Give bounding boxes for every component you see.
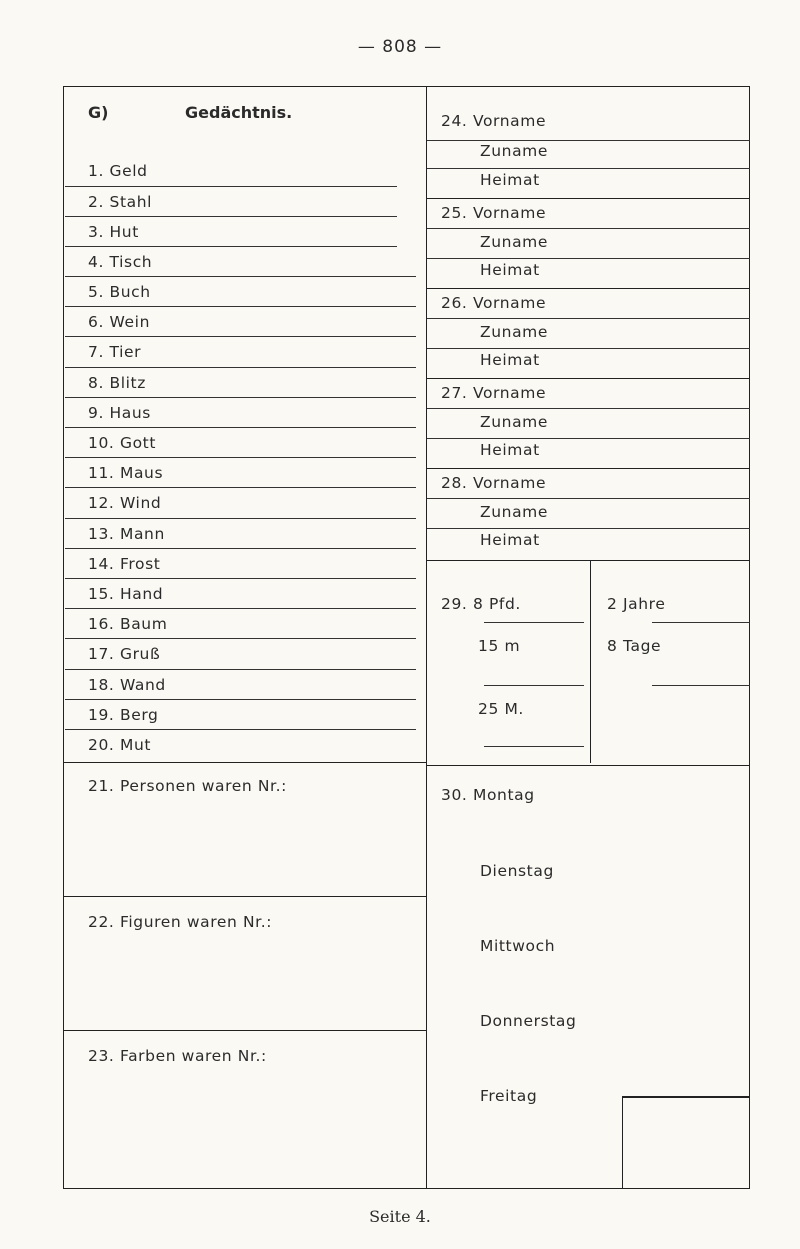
word-item: 17. Gruß [88,645,161,663]
word-item: 20. Mut [88,736,152,754]
answer-line[interactable] [427,258,750,259]
answer-line[interactable] [427,228,750,229]
home-label: Heimat [480,261,540,279]
word-item: 9. Haus [88,404,151,422]
section-rule [427,765,750,766]
last-name-label: Zuname [480,503,548,521]
last-name-label: Zuname [480,142,548,160]
answer-line[interactable] [65,457,416,458]
first-name-label: 25. Vorname [441,204,547,222]
page-label: Seite 4. [369,1207,431,1226]
answer-line[interactable] [65,336,416,337]
answer-line[interactable] [65,699,416,700]
recall-question-colors: 23. Farben waren Nr.: [88,1047,267,1065]
answer-line[interactable] [427,528,750,529]
answer-line[interactable] [652,685,750,686]
first-name-label: 26. Vorname [441,294,547,312]
word-item: 8. Blitz [88,374,146,392]
answer-line[interactable] [65,427,416,428]
answer-line[interactable] [427,348,750,349]
word-item: 19. Berg [88,706,159,724]
answer-line[interactable] [65,638,416,639]
word-item: 16. Baum [88,615,168,633]
block-rule [427,468,750,469]
column-divider [426,86,427,1189]
recall-question-persons: 21. Personen waren Nr.: [88,777,287,795]
weekday-thursday: Donnerstag [480,1012,577,1030]
answer-line[interactable] [484,746,584,747]
word-item: 2. Stahl [88,193,153,211]
home-label: Heimat [480,351,540,369]
weekday-wednesday: Mittwoch [480,937,556,955]
first-name-label: 27. Vorname [441,384,547,402]
answer-line[interactable] [427,168,750,169]
section-rule [63,1030,427,1031]
home-label: Heimat [480,531,540,549]
word-item: 13. Mann [88,525,165,543]
word-item: 1. Geld [88,162,148,180]
weekday-tuesday: Dienstag [480,862,554,880]
weekday-friday: Freitag [480,1087,538,1105]
quantity-weight: 29. 8 Pfd. [441,595,521,613]
word-item: 3. Hut [88,223,139,241]
quantity-days: 8 Tage [607,637,662,655]
page-number: — 808 — [357,37,443,57]
answer-line[interactable] [65,306,416,307]
answer-line[interactable] [427,140,750,141]
block-rule [427,288,750,289]
answer-line[interactable] [427,408,750,409]
answer-line[interactable] [65,216,397,217]
answer-line[interactable] [65,608,416,609]
quantity-length: 15 m [478,637,521,655]
word-item: 10. Gott [88,434,157,452]
answer-line[interactable] [65,367,416,368]
answer-line[interactable] [484,685,584,686]
answer-line[interactable] [484,622,584,623]
word-item: 12. Wind [88,494,162,512]
last-name-label: Zuname [480,323,548,341]
word-item: 5. Buch [88,283,151,301]
word-item: 14. Frost [88,555,161,573]
corner-box [622,1096,750,1189]
last-name-label: Zuname [480,413,548,431]
first-name-label: 28. Vorname [441,474,547,492]
answer-line[interactable] [652,622,750,623]
word-item: 7. Tier [88,343,142,361]
word-item: 4. Tisch [88,253,153,271]
answer-line[interactable] [65,186,397,187]
answer-line[interactable] [65,276,416,277]
recall-question-figures: 22. Figuren waren Nr.: [88,913,273,931]
section-rule [63,762,427,763]
answer-line[interactable] [65,548,416,549]
answer-line[interactable] [65,246,397,247]
answer-line[interactable] [427,318,750,319]
block-rule [427,378,750,379]
quantity-years: 2 Jahre [607,595,666,613]
answer-line[interactable] [427,498,750,499]
answer-line[interactable] [65,578,416,579]
word-item: 18. Wand [88,676,166,694]
quantity-money: 25 M. [478,700,524,718]
last-name-label: Zuname [480,233,548,251]
block-rule [427,560,750,561]
home-label: Heimat [480,171,540,189]
section-title: Gedächtnis. [185,103,293,122]
answer-line[interactable] [65,729,416,730]
answer-line[interactable] [65,669,416,670]
home-label: Heimat [480,441,540,459]
word-item: 6. Wein [88,313,150,331]
quantities-divider [590,560,591,763]
block-rule [427,198,750,199]
answer-line[interactable] [65,518,416,519]
word-item: 15. Hand [88,585,164,603]
section-rule [63,896,427,897]
answer-line[interactable] [65,397,416,398]
first-name-label: 24. Vorname [441,112,547,130]
answer-line[interactable] [427,438,750,439]
word-item: 11. Maus [88,464,164,482]
answer-line[interactable] [65,487,416,488]
weekday-monday: 30. Montag [441,786,535,804]
section-letter: G) [88,103,109,122]
